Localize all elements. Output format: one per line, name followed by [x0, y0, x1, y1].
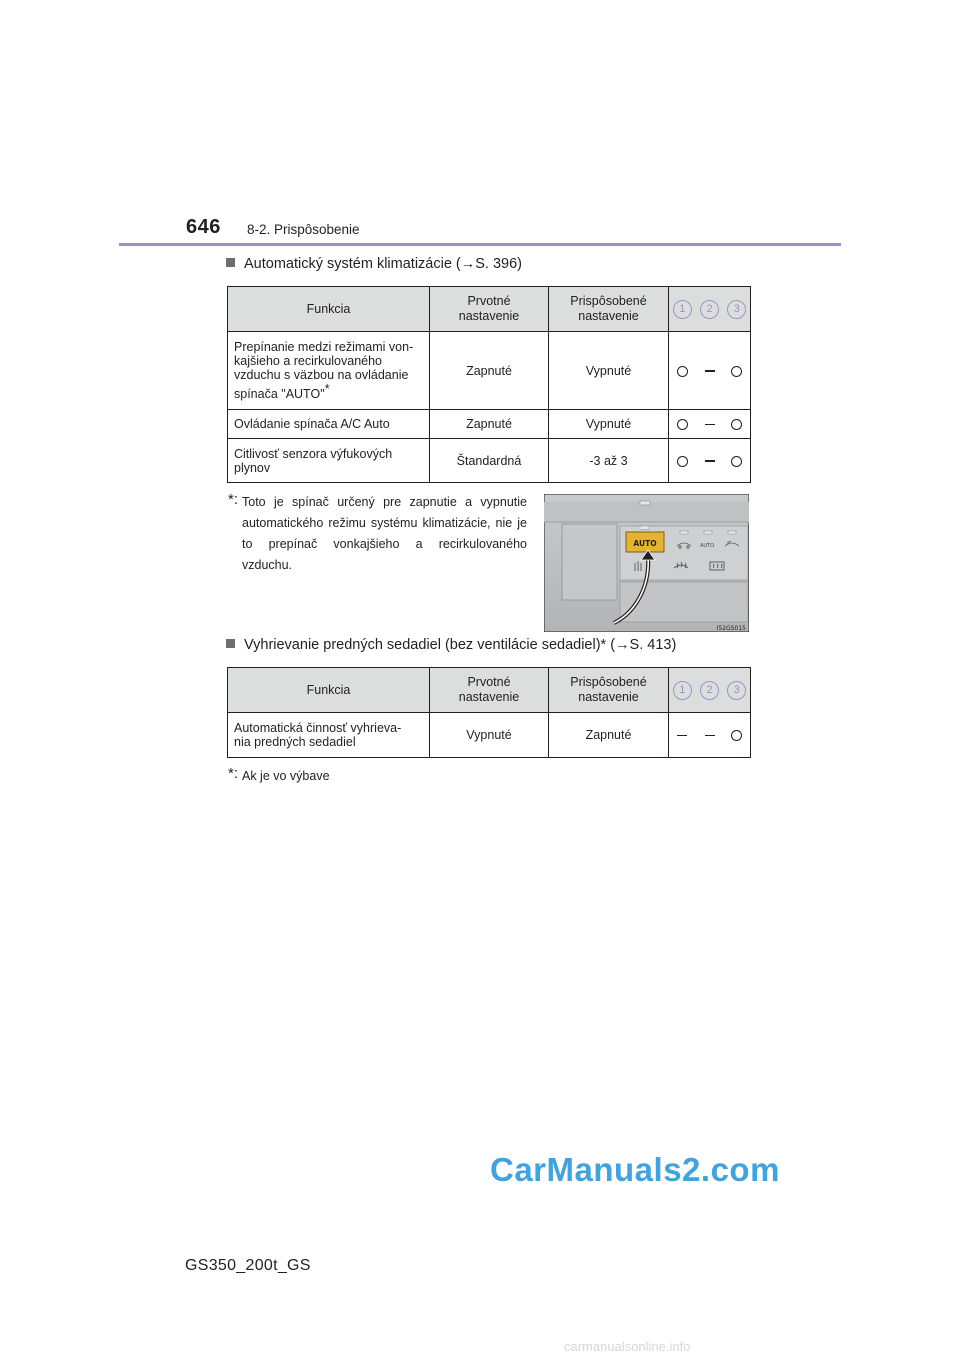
- number-circle-icon: 2: [700, 300, 719, 319]
- setting-method-2-header: [696, 668, 724, 713]
- default-setting-cell: Zapnuté: [430, 332, 549, 410]
- section-title: 8-2. Prispôsobenie: [247, 222, 360, 237]
- footnote-text: Toto je spínač určený pre zapnutie a vypnutie automatického režimu systému klimatizácie, nie je to prepínač vonkajšieho a recirkulovaného vzduchu.: [242, 495, 527, 572]
- custom-setting-cell: Zapnuté: [549, 713, 669, 758]
- availability-mark-cell: [696, 439, 724, 483]
- unavailable-dash-icon: [705, 370, 715, 372]
- unavailable-dash-icon: [705, 460, 715, 462]
- function-cell: Ovládanie spínača A/C Auto: [228, 410, 430, 439]
- number-circle-icon: 1: [673, 300, 692, 319]
- availability-mark-cell: [724, 332, 751, 410]
- number-circle-icon: 3: [727, 300, 746, 319]
- footnote-marker: *:: [228, 491, 239, 508]
- unavailable-dash-icon: [705, 735, 715, 737]
- available-circle-icon: [731, 730, 742, 741]
- unavailable-dash-icon: [677, 735, 687, 737]
- section2-heading: [226, 637, 676, 653]
- square-bullet-icon: [226, 258, 235, 267]
- number-circle-icon: 2: [700, 681, 719, 700]
- availability-mark-cell: [724, 410, 751, 439]
- auto-button-label: AUTO: [633, 539, 657, 548]
- section2-heading-text: Vyhrievanie predných sedadiel (bez ventilácie sedadiel)* (→S. 413): [244, 637, 677, 653]
- availability-mark-cell: [696, 332, 724, 410]
- availability-mark-cell: [669, 713, 696, 758]
- custom-setting-cell: Vypnuté: [549, 410, 669, 439]
- square-bullet-icon: [226, 639, 235, 648]
- unavailable-dash-icon: [705, 424, 715, 426]
- availability-mark-cell: [696, 713, 724, 758]
- column-header: Prispôsobené nastavenie: [549, 668, 669, 713]
- figure-code: I52GS015: [716, 625, 746, 632]
- table-row: [228, 439, 751, 483]
- section2-footnote: [228, 766, 330, 787]
- footnote-text: Ak je vo výbave: [242, 769, 330, 783]
- function-cell: Automatická činnosť vyhrieva- nia predných sedadiel: [228, 713, 430, 758]
- watermark-logo: CarManuals2.com: [490, 1151, 780, 1188]
- column-header: Prvotné nastavenie: [430, 668, 549, 713]
- section1-footnote: [228, 492, 527, 576]
- availability-mark-cell: [724, 713, 751, 758]
- availability-mark-cell: [724, 439, 751, 483]
- setting-method-1-header: [669, 287, 696, 332]
- available-circle-icon: [731, 419, 742, 430]
- available-circle-icon: [677, 456, 688, 467]
- available-circle-icon: [731, 366, 742, 377]
- page-number: 646: [186, 216, 221, 238]
- asterisk-marker: *: [324, 380, 330, 396]
- default-setting-cell: Vypnuté: [430, 713, 549, 758]
- setting-method-3-header: [724, 287, 751, 332]
- custom-setting-cell: -3 až 3: [549, 439, 669, 483]
- column-header: Funkcia: [228, 287, 430, 332]
- table-row: [228, 713, 751, 758]
- small-auto-label: AUTO: [699, 543, 715, 549]
- header-rule: [119, 243, 841, 246]
- function-cell: Prepínanie medzi režimami von- kajšieho a recirkulovaného vzduchu s väzbou na ovládanie spínača "AUTO"*: [228, 332, 430, 410]
- availability-mark-cell: [696, 410, 724, 439]
- footnote-marker: *:: [228, 765, 239, 782]
- number-circle-icon: 1: [673, 681, 692, 700]
- setting-method-1-header: [669, 668, 696, 713]
- section1-heading: [226, 256, 522, 272]
- availability-mark-cell: [669, 439, 696, 483]
- column-header: Prispôsobené nastavenie: [549, 287, 669, 332]
- availability-mark-cell: [669, 332, 696, 410]
- climate-panel-figure: [544, 494, 749, 632]
- table-row: [228, 332, 751, 410]
- function-cell: Citlivosť senzora výfukových plynov: [228, 439, 430, 483]
- available-circle-icon: [731, 456, 742, 467]
- model-code: GS350_200t_GS: [185, 1257, 311, 1274]
- footer-site-watermark: carmanualsonline.info: [564, 1339, 691, 1354]
- default-setting-cell: Zapnuté: [430, 410, 549, 439]
- column-header: Funkcia: [228, 668, 430, 713]
- setting-method-3-header: [724, 668, 751, 713]
- table-row: [228, 410, 751, 439]
- customization-table-climate: [227, 286, 751, 483]
- customization-table-seat-heaters: [227, 667, 751, 758]
- section1-heading-text: Automatický systém klimatizácie (→S. 396): [244, 256, 522, 272]
- available-circle-icon: [677, 366, 688, 377]
- column-header: Prvotné nastavenie: [430, 287, 549, 332]
- available-circle-icon: [677, 419, 688, 430]
- setting-method-2-header: [696, 287, 724, 332]
- default-setting-cell: Štandardná: [430, 439, 549, 483]
- availability-mark-cell: [669, 410, 696, 439]
- number-circle-icon: 3: [727, 681, 746, 700]
- custom-setting-cell: Vypnuté: [549, 332, 669, 410]
